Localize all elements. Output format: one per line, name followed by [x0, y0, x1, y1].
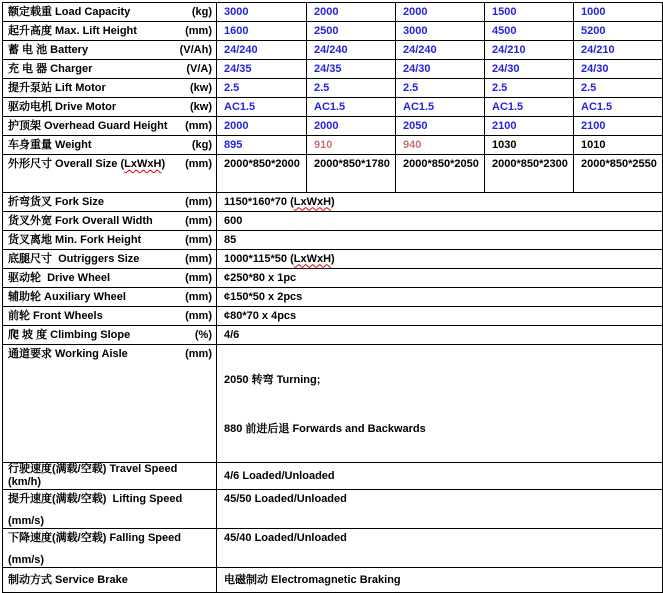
row-label: 货叉离地 Min. Fork Height: [8, 233, 142, 246]
value-cell: [574, 41, 663, 60]
value: ¢150*50 x 2pcs: [224, 290, 303, 303]
value-cell: [485, 3, 574, 22]
row-label-cell: [3, 117, 217, 136]
value: 2000: [314, 5, 339, 18]
value-cell: [396, 117, 485, 136]
row-label: 底腿尺寸 Outriggers Size: [8, 252, 140, 265]
row-unit: (mm/s): [8, 515, 45, 527]
value: 2.5: [492, 81, 508, 94]
value-cell: [217, 288, 663, 307]
spellcheck-underline: LxWxH: [293, 252, 332, 265]
value: 5200: [581, 24, 606, 37]
spellcheck-underline: LxWxH: [124, 158, 162, 170]
row-label-cell: [3, 307, 217, 326]
table-row-overhead-guard: [3, 117, 663, 136]
value-cell: [574, 3, 663, 22]
value-cell: [307, 41, 396, 60]
value: 3000: [403, 24, 428, 37]
value-cell: [217, 22, 307, 41]
row-label-cell: [3, 22, 217, 41]
table-row-front-wheels: [3, 307, 663, 326]
value-cell: [396, 98, 485, 117]
row-label: 爬 坡 度 Climbing Slope: [8, 328, 131, 341]
value-cell: [217, 345, 663, 463]
table-row-working-aisle: [3, 345, 663, 463]
row-label: 行驶速度(满载/空载) Travel Speed (km/h): [8, 463, 181, 488]
value-cell: [217, 490, 663, 529]
value-cell: [217, 117, 307, 136]
value-cell: [574, 155, 663, 193]
value-cell: [307, 79, 396, 98]
row-label: 车身重量 Weight: [8, 138, 92, 151]
value: 24/240: [224, 43, 258, 56]
row-unit: (mm): [185, 290, 212, 303]
value: 2050: [403, 119, 428, 132]
row-label-cell: [3, 41, 217, 60]
row-label: 货叉外宽 Fork Overall Width: [8, 214, 153, 227]
value: 2000: [224, 119, 249, 132]
value: ¢80*70 x 4pcs: [224, 309, 297, 322]
value-cell: [217, 193, 663, 212]
value: 24/210: [492, 43, 526, 56]
value-cell: [574, 136, 663, 155]
table-row-drive-wheel: [3, 269, 663, 288]
row-unit: (mm): [185, 252, 212, 265]
value-cell: [307, 60, 396, 79]
row-label: 蓄 电 池 Battery: [8, 43, 89, 56]
row-unit: (V/A): [186, 62, 212, 75]
row-label-line-1: 提升速度(满载/空载) Lifting Speed: [8, 493, 183, 505]
row-unit: (mm): [185, 119, 212, 132]
table-row-weight: [3, 136, 663, 155]
value: 24/240: [314, 43, 348, 56]
table-row-overall-size: [3, 155, 663, 193]
value: 2000*850*2550: [581, 158, 657, 170]
value: 2.5: [581, 81, 597, 94]
table-row-lifting-speed: [3, 490, 663, 529]
value-line-2: 880 前进后退 Forwards and Backwards: [224, 423, 426, 435]
table-row-charger: [3, 60, 663, 79]
row-label-line-1: 下降速度(满载/空载) Falling Speed: [8, 532, 181, 544]
row-unit: (kg): [191, 138, 212, 151]
value-cell: [574, 79, 663, 98]
value: 45/40 Loaded/Unloaded: [224, 532, 347, 544]
row-label-cell: [3, 98, 217, 117]
row-label-cell: [3, 345, 217, 463]
value: AC1.5: [224, 100, 256, 113]
row-label-cell: [3, 231, 217, 250]
row-unit: (mm): [185, 309, 212, 322]
value-cell: [485, 117, 574, 136]
value-cell: [485, 41, 574, 60]
row-label-cell: [3, 490, 217, 529]
spellcheck-underline: LxWxH: [293, 195, 332, 208]
value: 2.5: [224, 81, 240, 94]
row-label-cell: [3, 529, 217, 568]
value-cell: [217, 98, 307, 117]
table-row-climbing-slope: [3, 326, 663, 345]
row-label-cell: [3, 60, 217, 79]
value: 24/210: [581, 43, 615, 56]
value: 600: [224, 214, 243, 227]
value-cell: [217, 307, 663, 326]
value-cell: [574, 22, 663, 41]
value-cell: [485, 22, 574, 41]
row-unit: (mm): [185, 348, 212, 360]
value-cell: [217, 463, 663, 490]
value: AC1.5: [403, 100, 435, 113]
row-label: 额定载重 Load Capacity: [8, 5, 131, 18]
row-label-cell: [3, 250, 217, 269]
row-label: 外形尺寸 Overall Size (LxWxH): [8, 158, 166, 170]
value: 45/50 Loaded/Unloaded: [224, 493, 347, 505]
value: 24/30: [492, 62, 520, 75]
row-unit: (kg): [191, 5, 212, 18]
row-label-cell: [3, 3, 217, 22]
value-cell: [307, 22, 396, 41]
value: ¢250*80 x 1pc: [224, 271, 297, 284]
table-row-service-brake: [3, 568, 663, 593]
row-label-cell: [3, 212, 217, 231]
value-line-1: 2050 转弯 Turning;: [224, 374, 321, 386]
value-cell: [396, 136, 485, 155]
value: AC1.5: [492, 100, 524, 113]
value-cell: [574, 60, 663, 79]
value: 24/35: [314, 62, 342, 75]
value-cell: [485, 79, 574, 98]
row-label-cell: [3, 288, 217, 307]
table-row-battery: [3, 41, 663, 60]
value-cell: [217, 155, 307, 193]
spec-table: [2, 2, 663, 593]
value-cell: [217, 250, 663, 269]
table-row-load-capacity: [3, 3, 663, 22]
value-cell: [217, 212, 663, 231]
row-label: 驱动轮 Drive Wheel: [8, 271, 111, 284]
row-label: 充 电 器 Charger: [8, 62, 93, 75]
row-label: 制动方式 Service Brake: [8, 573, 128, 586]
row-label-cell: [3, 568, 217, 593]
row-unit: (mm): [185, 233, 212, 246]
row-label-cell: [3, 463, 217, 490]
value-cell: [217, 529, 663, 568]
value-cell: [396, 60, 485, 79]
value: 1600: [224, 24, 249, 37]
row-label: 折弯货叉 Fork Size: [8, 195, 104, 208]
table-row-drive-motor: [3, 98, 663, 117]
value-cell: [485, 155, 574, 193]
value-cell: [307, 117, 396, 136]
table-row-fork-size: [3, 193, 663, 212]
value-cell: [396, 155, 485, 193]
value: AC1.5: [581, 100, 613, 113]
value-cell: [396, 3, 485, 22]
value-cell: [396, 79, 485, 98]
row-label: 起升高度 Max. Lift Height: [8, 24, 137, 37]
row-unit: (mm): [185, 158, 212, 170]
value: 1150*160*70 (LxWxH): [224, 195, 335, 208]
value: 2.5: [314, 81, 330, 94]
value: 2000: [403, 5, 428, 18]
value: 2000: [314, 119, 339, 132]
row-label: 通道要求 Working Aisle: [8, 348, 128, 360]
row-label: 护顶架 Overhead Guard Height: [8, 119, 168, 132]
value-cell: [217, 231, 663, 250]
row-label-cell: [3, 269, 217, 288]
table-row-fork-width: [3, 212, 663, 231]
value-cell: [217, 136, 307, 155]
value: 4500: [492, 24, 517, 37]
value: 940: [403, 138, 422, 151]
value: 24/35: [224, 62, 252, 75]
value: 895: [224, 138, 243, 151]
value-cell: [307, 3, 396, 22]
row-label-cell: [3, 155, 217, 193]
value: 1000: [581, 5, 606, 18]
table-row-fork-height: [3, 231, 663, 250]
row-unit: (mm): [185, 271, 212, 284]
value: 4/6 Loaded/Unloaded: [224, 469, 335, 482]
row-label: 辅助轮 Auxiliary Wheel: [8, 290, 126, 303]
value: 1500: [492, 5, 517, 18]
row-label-cell: [3, 193, 217, 212]
row-label: 驱动电机 Drive Motor: [8, 100, 117, 113]
value-cell: [307, 98, 396, 117]
row-unit: (V/Ah): [179, 43, 212, 56]
value-cell: [307, 155, 396, 193]
value: 2000*850*2050: [403, 158, 479, 170]
value: 2100: [581, 119, 606, 132]
row-label-cell: [3, 326, 217, 345]
value: AC1.5: [314, 100, 346, 113]
value: 电磁制动 Electromagnetic Braking: [224, 573, 401, 586]
value-cell: [485, 60, 574, 79]
value-cell: [485, 136, 574, 155]
value: 1030: [492, 138, 517, 151]
row-label: 前轮 Front Wheels: [8, 309, 103, 322]
value: 4/6: [224, 328, 240, 341]
row-unit: (%): [194, 328, 212, 341]
value: 24/30: [403, 62, 431, 75]
table-row-lift-motor: [3, 79, 663, 98]
row-unit: (mm): [185, 214, 212, 227]
value: 3000: [224, 5, 249, 18]
value: 85: [224, 233, 237, 246]
row-label-cell: [3, 79, 217, 98]
value: 2000*850*2000: [224, 158, 300, 170]
value: 2100: [492, 119, 517, 132]
value: 1010: [581, 138, 606, 151]
row-unit: (mm/s): [8, 554, 45, 566]
row-unit: (kw): [190, 100, 212, 113]
value-cell: [217, 568, 663, 593]
value: 1000*115*50 (LxWxH): [224, 252, 335, 265]
value: 2.5: [403, 81, 419, 94]
value-cell: [217, 60, 307, 79]
value: 2000*850*2300: [492, 158, 568, 170]
value-cell: [217, 79, 307, 98]
value-cell: [217, 41, 307, 60]
row-unit: (mm): [185, 195, 212, 208]
value-cell: [217, 326, 663, 345]
value: 910: [314, 138, 333, 151]
table-row-auxiliary-wheel: [3, 288, 663, 307]
row-unit: (mm): [185, 24, 212, 37]
value-cell: [217, 3, 307, 22]
value-cell: [574, 117, 663, 136]
value-cell: [574, 98, 663, 117]
row-unit: (kw): [190, 81, 212, 94]
value-cell: [485, 98, 574, 117]
table-row-outriggers: [3, 250, 663, 269]
table-row-travel-speed: [3, 463, 663, 490]
value-cell: [396, 41, 485, 60]
value-cell: [217, 269, 663, 288]
table-row-lift-height: [3, 22, 663, 41]
table-row-falling-speed: [3, 529, 663, 568]
row-label-cell: [3, 136, 217, 155]
value: 2500: [314, 24, 339, 37]
row-label: 提升泵站 Lift Motor: [8, 81, 106, 94]
value-cell: [396, 22, 485, 41]
value: 24/240: [403, 43, 437, 56]
value-cell: [307, 136, 396, 155]
value: 2000*850*1780: [314, 158, 390, 170]
value: 24/30: [581, 62, 609, 75]
